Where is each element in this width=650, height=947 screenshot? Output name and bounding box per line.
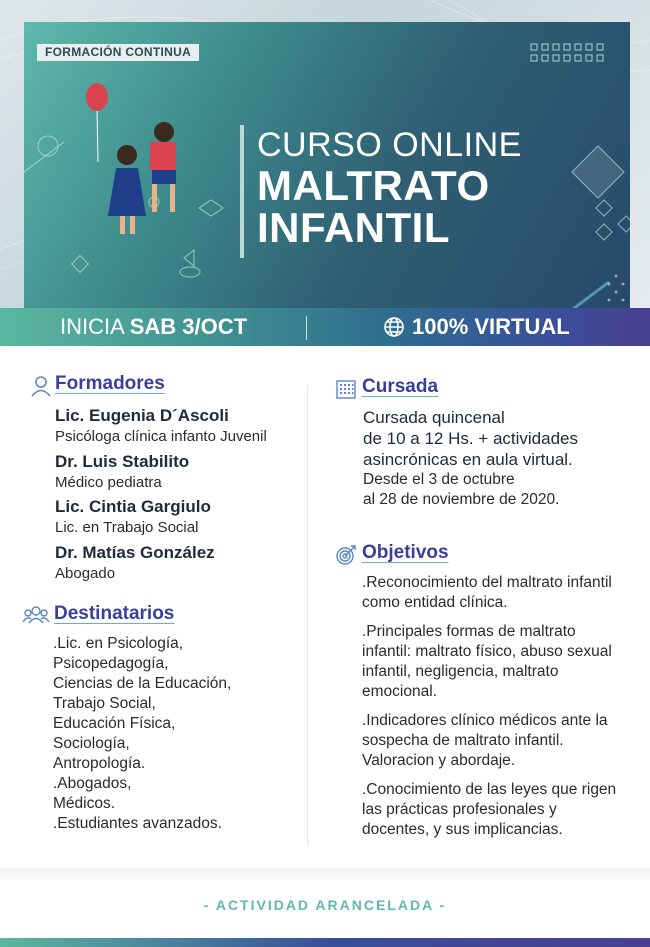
title-accent-bar [240,125,244,258]
list-item: Ciencias de la Educación, [53,675,232,692]
formacion-continua-tag: FORMACIÓN CONTINUA [37,44,199,61]
dots-grid-decoration [530,43,610,63]
destinatarios-title: Destinatarios [54,603,175,624]
instructor-4 [55,542,215,584]
objective-item: .Indicadores clínico médicos ante la sospecha de maltrato infantil. Valoracion y abordaje. [362,712,608,769]
list-item: .Estudiantes avanzados. [53,815,222,832]
cursada-line: de 10 a 12 Hs. + actividades [363,429,578,448]
instructor-name: Dr. Matías González [55,543,215,562]
instructor-role: Lic. en Trabajo Social [55,519,199,536]
objective-item: .Conocimiento de las leyes que rigen las prácticas profesionales y docentes, y sus implicancias. [362,781,617,838]
cursada-title: Cursada [362,376,439,397]
person-icon [30,375,52,397]
list-item: .Lic. en Psicología, [53,635,184,652]
children-illustration [86,83,176,234]
start-date-value: SAB 3/OCT [129,314,248,339]
list-item: Educación Física, [53,715,176,732]
course-title [257,162,617,251]
list-item: Sociología, [53,735,130,752]
start-date [60,314,247,340]
target-icon [335,544,357,566]
course-type-title: CURSO ONLINE [257,126,522,164]
instructor-2 [55,451,189,493]
band-separator [306,316,307,340]
instructor-role: Médico pediatra [55,474,162,491]
list-item: Psicopedagogía, [53,655,169,672]
cursada-details [363,407,578,510]
bottom-gradient-bar [0,938,650,947]
objective-item: .Principales formas de maltrato infantil: maltrato físico, abuso sexual infantil, negligencia, maltrato emocional. [362,623,612,700]
instructor-role: Psicóloga clínica infanto Juvenil [55,428,267,445]
cursada-line: asincrónicas en aula virtual. [363,450,573,469]
course-title-line-2: INFANTIL [257,204,450,251]
instructor-name: Dr. Luis Stabilito [55,452,190,471]
objetivos-title: Objetivos [362,542,449,563]
objective-item: .Reconocimiento del maltrato infantil como entidad clínica. [362,574,612,611]
destinatarios-list [53,634,231,834]
calendar-icon [335,378,357,400]
list-item: Médicos. [53,795,116,812]
instructor-1 [55,405,267,447]
objetivos-list [362,573,622,849]
list-item: .Abogados, [53,775,132,792]
column-divider [307,385,308,845]
paid-activity-note: - ACTIVIDAD ARANCELADA - [203,897,447,913]
formadores-title: Formadores [55,373,165,394]
instructor-name: Lic. Cintia Gargiulo [55,497,211,516]
instructor-3 [55,496,211,538]
start-date-prefix: INICIA [60,314,130,339]
group-icon [22,604,50,626]
info-band [0,308,650,346]
list-item: Trabajo Social, [53,695,156,712]
cursada-dates-line: al 28 de noviembre de 2020. [363,491,560,508]
cursada-line: Cursada quincenal [363,408,505,427]
globe-icon [383,316,405,338]
instructor-name: Lic. Eugenia D´Ascoli [55,406,229,425]
course-title-line-1: MALTRATO [257,162,490,209]
instructor-role: Abogado [55,565,116,582]
hero-banner [0,0,650,308]
modality-label: 100% VIRTUAL [412,314,570,339]
list-item: Antropología. [53,755,146,772]
cursada-dates-line: Desde el 3 de octubre [363,471,515,488]
footer-separator [0,868,650,882]
